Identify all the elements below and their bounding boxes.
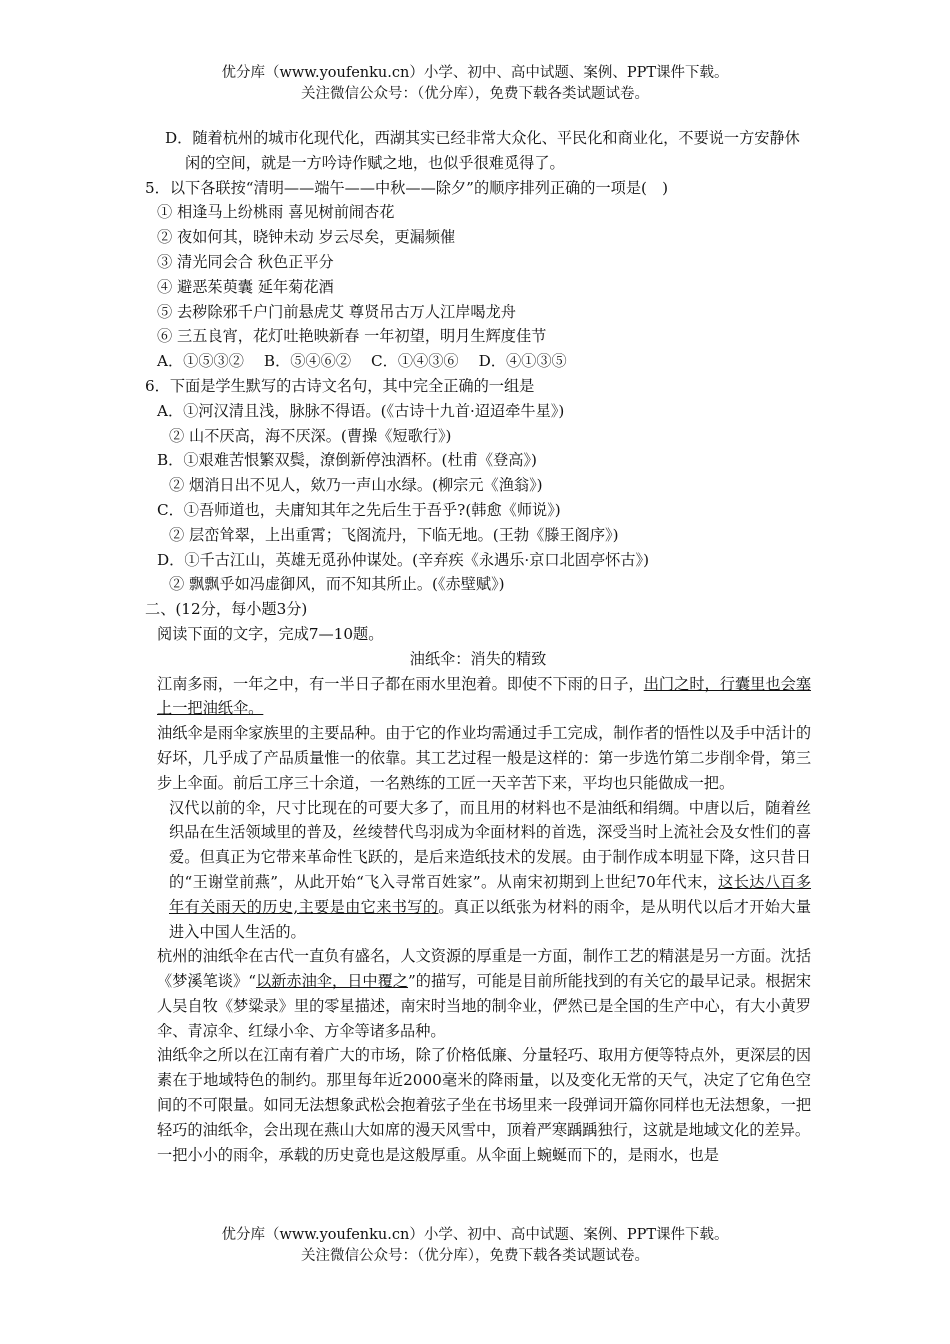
q5-item-5: ⑤ 去秽除邪千户门前悬虎艾 尊贤吊古万人江岸喝龙舟 bbox=[157, 302, 516, 321]
q5-item-4: ④ 避恶茱萸囊 延年菊花酒 bbox=[157, 277, 334, 296]
p3-text-a: 汉代以前的伞，尺寸比现在的可要大多了，而且用的材料也不是油纸和绢绸。中唐以后，随着丝织品在生活领域里的普及，丝绫替代鸟羽成为伞面材料的首选，深受当时上流社会及女性们的喜爱。但真正为它带来革命性飞跃的，是后来造纸技术的发展。由于制作成本明显下降，这只昔日的“王谢堂前燕”，从此开始“飞入寻常百姓家”。从南宋初期到上世纪70年代末， bbox=[169, 798, 811, 891]
header-line-2: 关注微信公众号：（优分库），免费下载各类试题试卷。 bbox=[301, 86, 649, 102]
q6-a-2: ② 山不厌高，海不厌深。(曹操《短歌行》) bbox=[169, 426, 452, 445]
article-paragraph-1 bbox=[145, 672, 811, 722]
footer-line-1: 优分库（www.youfenku.cn）小学、初中、高中试题、案例、PPT课件下载。 bbox=[221, 1227, 729, 1243]
p4-underlined: 以新赤油伞，日中覆之 bbox=[255, 972, 409, 991]
section-2-heading: 二、(12分，每小题3分) bbox=[145, 600, 308, 619]
q5-stem: 5．以下各联按“清明——端午——中秋——除夕”的顺序排列正确的一项是( ) bbox=[145, 178, 669, 197]
p1-underlined: 出门之时，行囊里也会塞上一把油纸伞。 bbox=[157, 674, 812, 718]
article-title: 油纸伞：消失的精致 bbox=[409, 649, 547, 668]
footer-line-2: 关注微信公众号：（优分库），免费下载各类试题试卷。 bbox=[301, 1248, 649, 1264]
q5-options: A．①⑤③② B．⑤④⑥② C．①④③⑥ D．④①③⑤ bbox=[157, 352, 567, 371]
page-content bbox=[145, 126, 811, 1167]
p3-underlined: 这长达八百多年有关雨天的历史,主要是由它来书写的 bbox=[169, 872, 812, 916]
q6-b-2: ② 烟消日出不见人，欸乃一声山水绿。(柳宗元《渔翁》) bbox=[169, 476, 543, 495]
p4-text-b: ”的描写，可能是目前所能找到的有关它的最早记录。根据宋人吴自牧《梦粱录》里的零星描述，南宋时当地的制伞业，俨然已是全国的生产中心，有大小黄罗伞、青凉伞、红绿小伞、方伞等诸多品种。 bbox=[157, 972, 812, 1040]
article-paragraph-6: 一把小小的雨伞，承载的历史竟也是这般厚重。从伞面上蜿蜒而下的，是雨水，也是 bbox=[157, 1145, 719, 1164]
q6-d-2: ② 飘飘乎如冯虚御风，而不知其所止。(《赤壁赋》) bbox=[169, 575, 505, 594]
q6-c-1: C．①吾师道也，夫庸知其年之先后生于吾乎?(韩愈《师说》) bbox=[157, 500, 561, 519]
p1-text: 江南多雨，一年之中，有一半日子都在雨水里泡着。即使不下雨的日子， bbox=[157, 674, 644, 693]
q5-item-1: ① 相逢马上纷桃雨 喜见树前闹杏花 bbox=[157, 203, 395, 222]
q6-b-1: B．①艰难苦恨繁双鬓，潦倒新停浊酒杯。(杜甫《登高》) bbox=[157, 451, 537, 470]
page-footer bbox=[0, 1225, 950, 1267]
section-2-instruction: 阅读下面的文字，完成7—10题。 bbox=[157, 624, 384, 643]
page-header bbox=[0, 63, 950, 105]
q6-stem: 6．下面是学生默写的古诗文名句，其中完全正确的一组是 bbox=[145, 376, 535, 395]
p3-text-b: 。真正以纸张为材料的雨伞，是从明代以后才开始大量进入中国人生活的。 bbox=[169, 897, 812, 941]
article-paragraph-3 bbox=[145, 796, 811, 945]
article-paragraph-2: 油纸伞是雨伞家族里的主要品种。由于它的作业均需通过手工完成，制作者的悟性以及手中活计的好坏，几乎成了产品质量惟一的依靠。其工艺过程一般是这样的：第一步选竹第二步削伞骨，第三步上伞面。前后工序三十余道，一名熟练的工匠一天辛苦下来，平均也只能做成一把。 bbox=[157, 724, 811, 792]
q6-a-1: A．①河汉清且浅，脉脉不得语。(《古诗十九首·迢迢牵牛星》) bbox=[157, 401, 565, 420]
q5-item-2: ② 夜如何其，晓钟未动 岁云尽矣，更漏频催 bbox=[157, 228, 456, 247]
q4-option-d: D．随着杭州的城市化现代化，西湖其实已经非常大众化、平民化和商业化，不要说一方安静休闲的空间，就是一方吟诗作赋之地，也似乎很难觅得了。 bbox=[165, 129, 800, 172]
q6-c-2: ② 层峦耸翠，上出重霄；飞阁流丹，下临无地。(王勃《滕王阁序》) bbox=[169, 525, 619, 544]
p4-text-a: 杭州的油纸伞在古代一直负有盛名，人文资源的厚重是一方面，制作工艺的精湛是另一方面。沈括《梦溪笔谈》“ bbox=[157, 947, 811, 991]
q6-d-1: D．①千古江山，英雄无觅孙仲谋处。(辛弃疾《永遇乐·京口北固亭怀古》) bbox=[157, 550, 650, 569]
header-line-1: 优分库（www.youfenku.cn）小学、初中、高中试题、案例、PPT课件下载。 bbox=[221, 65, 729, 81]
article-paragraph-5: 油纸伞之所以在江南有着广大的市场，除了价格低廉、分量轻巧、取用方便等特点外，更深层的因素在于地域特色的制约。那里每年近2000毫米的降雨量，以及变化无常的天气，决定了它角色空间的不可限量。如同无法想象武松会抱着弦子坐在书场里来一段弹词开篇你同样也无法想象，一把轻巧的油纸伞，会出现在燕山大如席的漫天风雪中，顶着严寒踽踽独行，这就是地域文化的差异。 bbox=[157, 1046, 811, 1139]
article-paragraph-4 bbox=[145, 944, 811, 1043]
q5-item-6: ⑥ 三五良宵，花灯吐艳映新春 一年初望，明月生辉度佳节 bbox=[157, 327, 547, 346]
q5-item-3: ③ 清光同会合 秋色正平分 bbox=[157, 252, 334, 271]
